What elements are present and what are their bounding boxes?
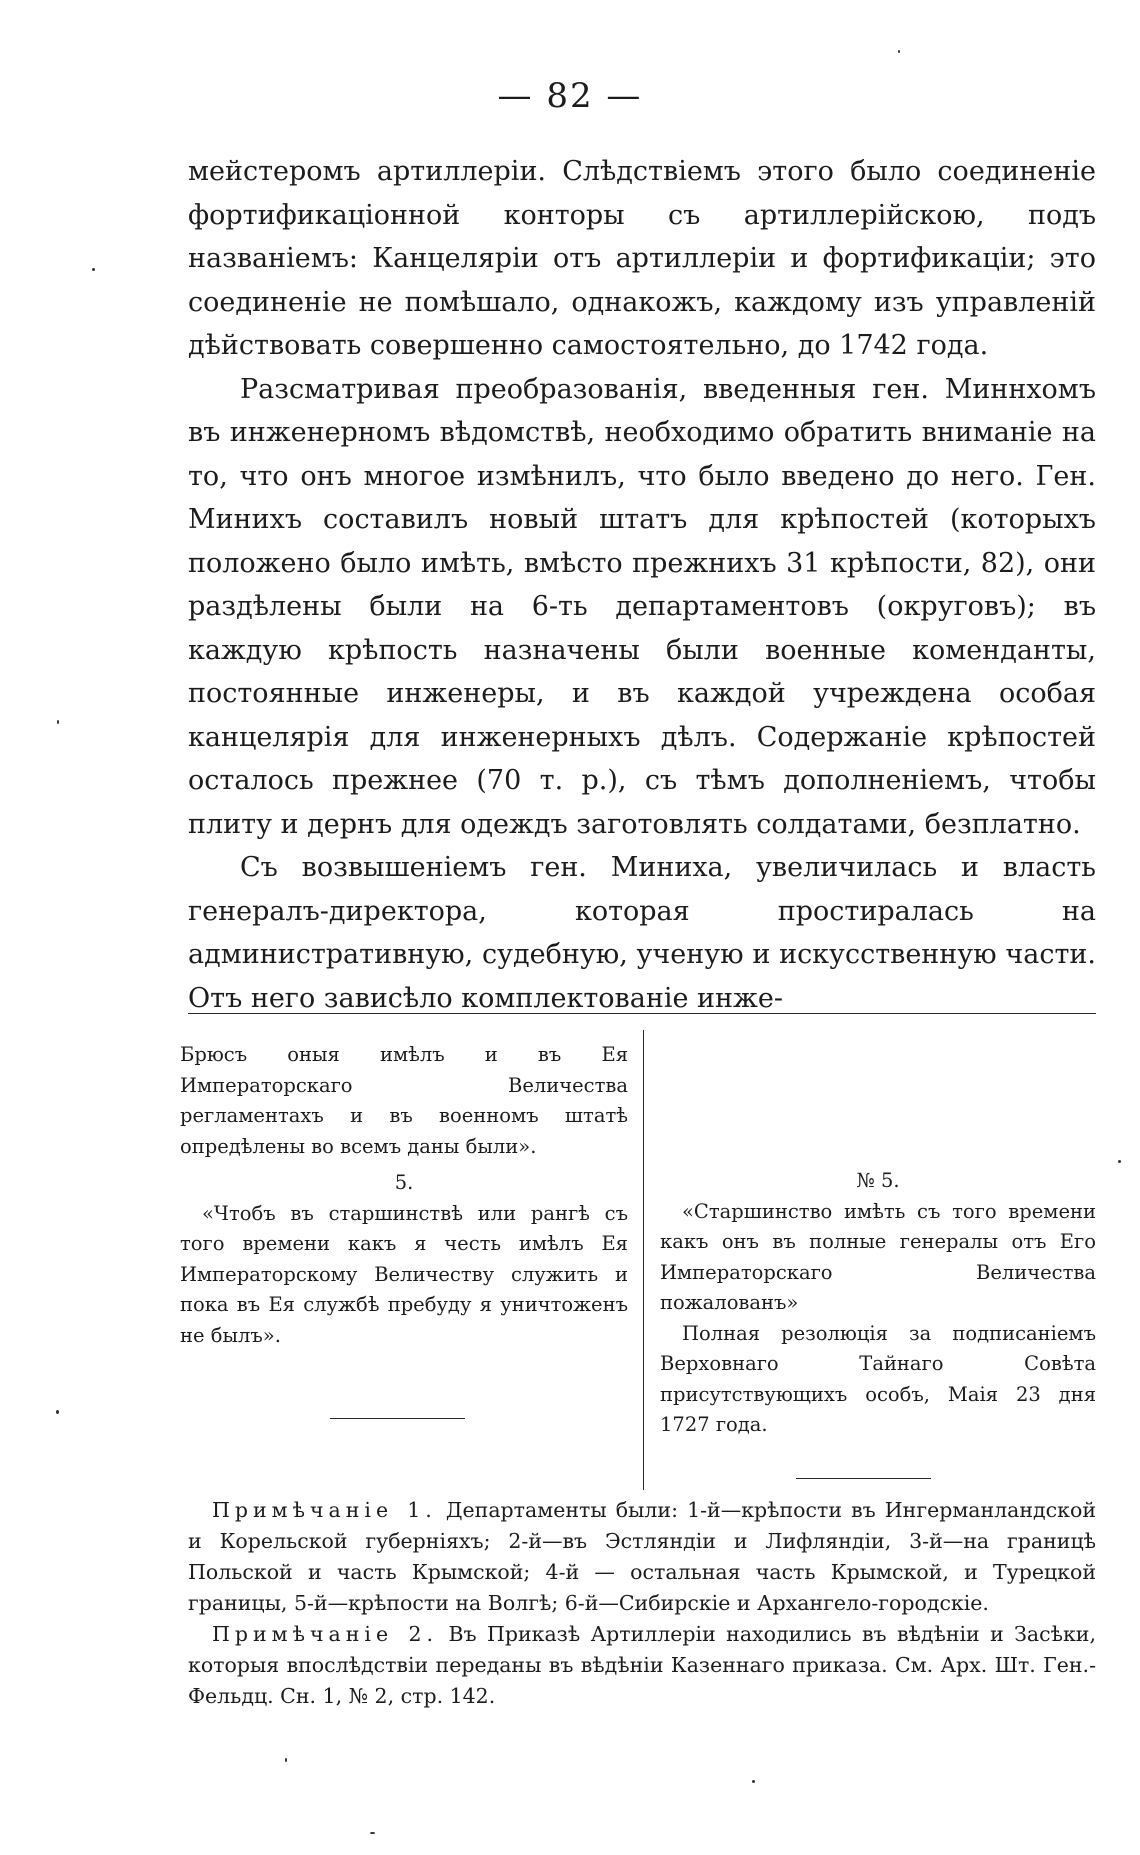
note-1-label: Примѣчаніе 1. <box>212 1498 437 1522</box>
scan-speck <box>752 1780 755 1783</box>
note-1 <box>188 1495 1096 1619</box>
right-footnote-column <box>660 1166 1096 1441</box>
scan-speck <box>285 1758 287 1762</box>
footnote-separator <box>188 1013 1096 1014</box>
note-2 <box>188 1619 1096 1712</box>
scan-speck <box>898 50 900 53</box>
paragraph-3: Съ возвышеніемъ ген. Миниха, увеличилась и власть генералъ-директора, которая простиралась на административную, судебную, ученую и искусственную части. Отъ него зависѣло комплектованіе инже- <box>188 852 1096 1014</box>
notes-section <box>188 1495 1096 1712</box>
scan-speck <box>1118 1160 1121 1163</box>
note-2-text: Въ Приказѣ Артиллеріи находились въ вѣдѣніи и Засѣки, которыя впослѣдствіи переданы въ вѣдѣніи Казеннаго приказа. См. Арх. Шт. Ген.-Фельдц. Сн. 1, № 2, стр. 142. <box>188 1622 1096 1708</box>
scan-speck <box>370 1832 375 1834</box>
note-2-label: Примѣчаніе 2. <box>212 1622 439 1646</box>
paragraph-1: мейстеромъ артиллеріи. Слѣдствіемъ этого было соединеніе фортификаціонной конторы съ артиллерійскою, подъ названіемъ: Канцеляріи отъ артиллеріи и фортификаціи; это соединеніе не помѣшало, однакожъ, каждому изъ управленій дѣйствовать совершенно самостоятельно, до 1742 года. <box>188 156 1096 361</box>
right-footnote-number: № 5. <box>856 1169 900 1192</box>
right-footnote-text-1: «Старшинство имѣть съ того времени какъ онъ въ полные генералы отъ Его Императорскаго Величества пожалованъ» <box>660 1199 1096 1314</box>
left-footnote-text-2: «Чтобъ въ старшинствѣ или рангѣ съ того времени какъ я честь имѣлъ Ея Императорскому Величеству служить и пока въ Ея службѣ пребуду я уничтоженъ не былъ». <box>180 1201 628 1347</box>
column-divider <box>643 1030 644 1490</box>
left-footnote-column <box>180 1040 628 1351</box>
page-number: — 82 — <box>497 76 643 116</box>
note-1-text: Департаменты были: 1-й—крѣпости въ Ингерманландской и Корельской губерніяхъ; 2-й—въ Эстляндіи и Лифляндіи, 3-й—на границѣ Польской и часть Крымской; 4-й — остальная часть Крымской, и Турецкой границы, 5-й—крѣпости на Волгѣ; 6-й—Сибирскіе и Архангело-городскіе. <box>188 1498 1096 1615</box>
main-text <box>188 150 1096 1020</box>
left-column-end-rule <box>330 1418 465 1419</box>
right-footnote-text-2: Полная резолюція за подписаніемъ Верховнаго Тайнаго Совѣта присутствующихъ особъ, Маія 23 дня 1727 года. <box>660 1321 1096 1436</box>
scan-speck <box>56 1410 59 1414</box>
left-footnote-text-1: Брюсъ оныя имѣлъ и въ Ея Императорскаго Величества регламентахъ и въ военномъ штатѣ опредѣлены во всемъ даны были». <box>180 1043 628 1158</box>
left-footnote-number: 5. <box>394 1171 414 1194</box>
paragraph-2: Разсматривая преобразованія, введенныя ген. Миннхомъ въ инженерномъ вѣдомствѣ, необходимо обратить вниманіе на то, что онъ многое измѣнилъ, что было введено до него. Ген. Минихъ составилъ новый штатъ для крѣпостей (которыхъ положено было имѣть, вмѣсто прежнихъ 31 крѣпости, 82), они раздѣлены были на 6-ть департаментовъ (округовъ); въ каждую крѣпость назначены были военные коменданты, постоянные инженеры, и въ каждой учреждена особая канцелярія для инженерныхъ дѣлъ. Содержаніе крѣпостей осталось прежнее (70 т. р.), съ тѣмъ дополненіемъ, чтобы плиту и дернъ для одеждъ заготовлять солдатами, безплатно. <box>188 373 1096 840</box>
scan-speck <box>57 720 59 724</box>
scan-speck <box>92 268 95 271</box>
right-column-end-rule <box>796 1478 931 1479</box>
